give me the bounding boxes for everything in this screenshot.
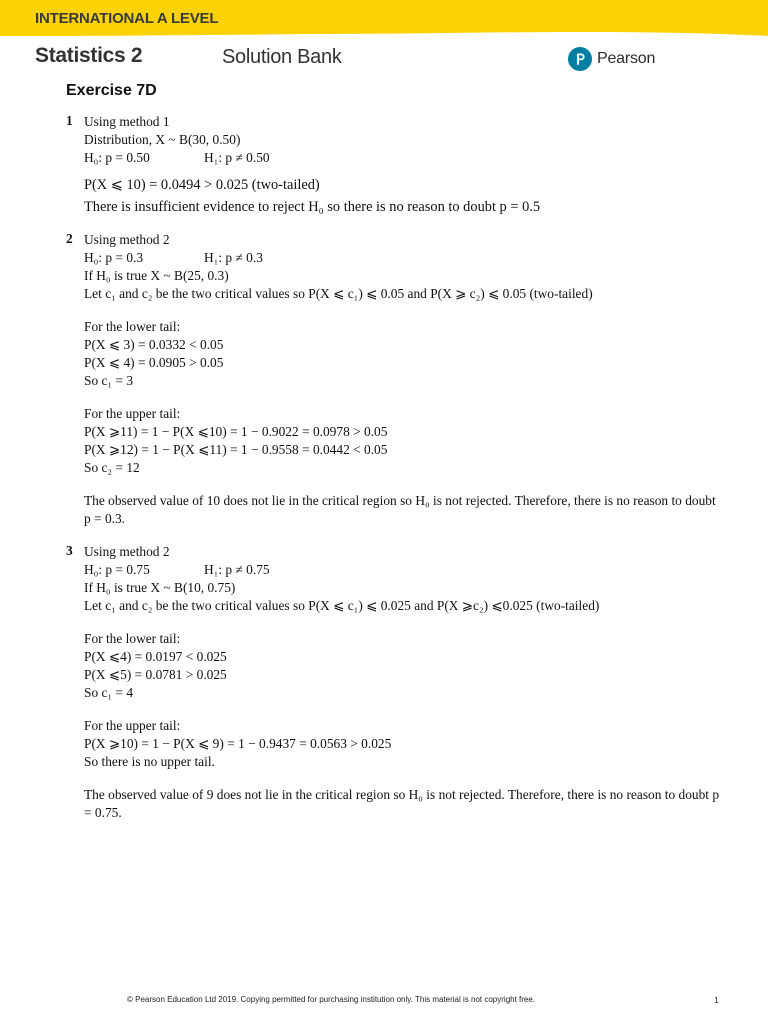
- question-2: [66, 231, 746, 528]
- solution-line: Using method 2: [84, 232, 170, 247]
- null-hypothesis: H₀: p = 0.50: [84, 150, 150, 165]
- pearson-wordmark: Pearson: [597, 50, 656, 67]
- solution-line: Using method 2: [84, 544, 170, 559]
- alt-hypothesis: H₁: p ≠ 0.50: [204, 150, 270, 165]
- solution-line: For the lower tail:: [84, 631, 181, 646]
- solution-line: P(X ⩽ 10) = 0.0494 > 0.025 (two-tailed): [84, 177, 320, 193]
- solution-line: So c₁ = 4: [84, 685, 134, 700]
- question-1: [66, 113, 746, 218]
- solutions-body: [66, 113, 746, 822]
- question-number: 1: [66, 113, 73, 128]
- solution-line: P(X ⩾10) = 1 − P(X ⩽ 9) = 1 − 0.9437 = 0.0563 > 0.025: [84, 736, 392, 751]
- book-title: Statistics 2: [35, 44, 143, 67]
- solution-line: P(X ⩽ 4) = 0.0905 > 0.05: [84, 355, 224, 370]
- question-number: 3: [66, 543, 73, 558]
- solution-line: If H₀ is true X ~ B(25, 0.3): [84, 268, 229, 283]
- conclusion: The observed value of 9 does not lie in the critical region so H₀ is not rejected. Therefore, there is no reason to doubt p = 0.75.: [84, 787, 720, 820]
- hypotheses: [84, 561, 746, 579]
- solution-line: If H₀ is true X ~ B(10, 0.75): [84, 580, 236, 595]
- exercise-title: Exercise 7D: [66, 82, 157, 99]
- book-subtitle: Solution Bank: [222, 46, 342, 68]
- solution-line: Let c₁ and c₂ be the two critical values so P(X ⩽ c₁) ⩽ 0.025 and P(X ⩾c₂) ⩽0.025 (two-tailed): [84, 598, 600, 613]
- solution-line: P(X ⩾12) = 1 − P(X ⩽11) = 1 − 0.9558 = 0.0442 < 0.05: [84, 442, 388, 457]
- page-number: 1: [714, 995, 719, 1005]
- solution-line: So there is no upper tail.: [84, 754, 215, 769]
- solution-line: Using method 1: [84, 114, 170, 129]
- hypotheses: [84, 149, 746, 167]
- null-hypothesis: H₀: p = 0.75: [84, 562, 150, 577]
- solution-line: So c₁ = 3: [84, 373, 134, 388]
- solution-line: P(X ⩽5) = 0.0781 > 0.025: [84, 667, 227, 682]
- solution-line: For the upper tail:: [84, 718, 181, 733]
- question-number: 2: [66, 231, 73, 246]
- pearson-p-icon: [568, 47, 592, 71]
- conclusion: The observed value of 10 does not lie in the critical region so H₀ is not rejected. Therefore, there is no reason to doubt p = 0.3.: [84, 493, 716, 526]
- series-label: INTERNATIONAL A LEVEL: [35, 10, 219, 27]
- solution-line: P(X ⩽ 3) = 0.0332 < 0.05: [84, 337, 224, 352]
- alt-hypothesis: H₁: p ≠ 0.75: [204, 562, 270, 577]
- null-hypothesis: H₀: p = 0.3: [84, 250, 144, 265]
- solution-line: P(X ⩾11) = 1 − P(X ⩽10) = 1 − 0.9022 = 0.0978 > 0.05: [84, 424, 388, 439]
- solution-line: Let c₁ and c₂ be the two critical values so P(X ⩽ c₁) ⩽ 0.05 and P(X ⩾ c₂) ⩽ 0.05 (two-tailed): [84, 286, 593, 301]
- solution-line: For the lower tail:: [84, 319, 181, 334]
- pearson-logo: [568, 47, 655, 71]
- solution-line: There is insufficient evidence to reject H₀ so there is no reason to doubt p = 0.5: [84, 199, 541, 215]
- solution-line: For the upper tail:: [84, 406, 181, 421]
- solution-line: Distribution, X ~ B(30, 0.50): [84, 132, 241, 147]
- alt-hypothesis: H₁: p ≠ 0.3: [204, 250, 263, 265]
- hypotheses: [84, 249, 746, 267]
- solution-line: P(X ⩽4) = 0.0197 < 0.025: [84, 649, 227, 664]
- header-banner: [0, 0, 768, 80]
- solution-line: So c₂ = 12: [84, 460, 140, 475]
- question-3: [66, 543, 746, 822]
- copyright-notice: © Pearson Education Ltd 2019. Copying permitted for purchasing institution only. This material is not copyright free.: [127, 995, 536, 1004]
